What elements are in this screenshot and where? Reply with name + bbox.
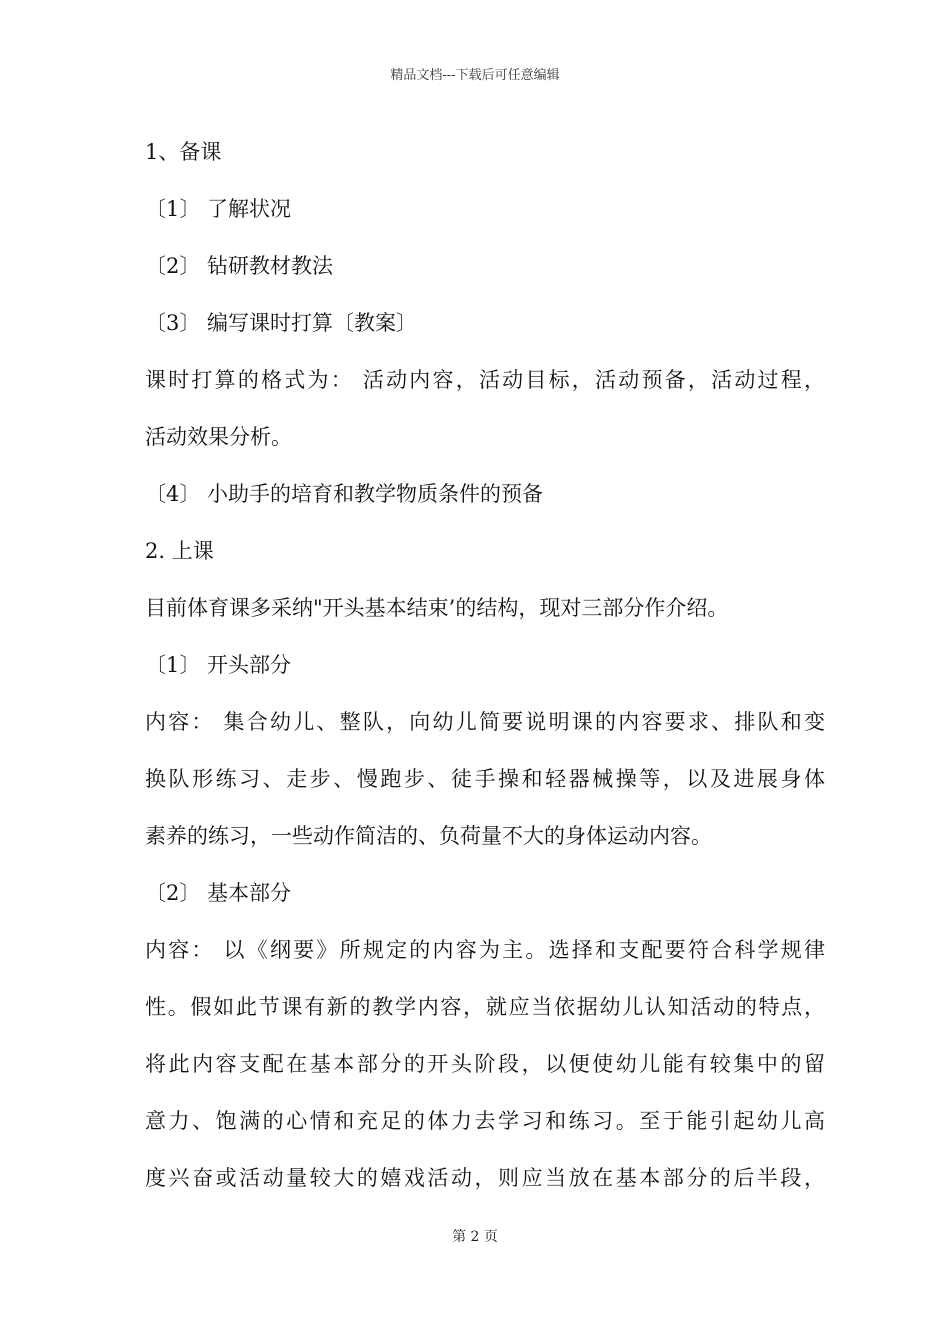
list-item: 〔2〕 基本部分 bbox=[145, 881, 292, 905]
list-item: 〔2〕 钻研教材教法 bbox=[145, 254, 334, 278]
paragraph-line: 意力、饱满的心情和充足的体力去学习和练习。至于能引起幼儿高 bbox=[145, 1109, 825, 1133]
section-heading-class: 2. 上课 bbox=[145, 539, 214, 563]
paragraph-line: 内容： 集合幼儿、整队，向幼儿简要说明课的内容要求、排队和变 bbox=[145, 710, 825, 734]
paragraph-line: 目前体育课多采纳"开头基本结束’的结构，现对三部分作介绍。 bbox=[145, 596, 729, 620]
paragraph-line: 活动效果分析。 bbox=[145, 425, 292, 449]
paragraph-line: 换队形练习、走步、慢跑步、徒手操和轻器械操等，以及进展身体 bbox=[145, 767, 825, 791]
page-header: 精品文档---下载后可任意编辑 bbox=[390, 68, 560, 83]
list-item: 〔3〕 编写课时打算〔教案〕 bbox=[145, 311, 418, 335]
page-number: 第 2 页 bbox=[452, 1229, 498, 1245]
list-item: 〔4〕 小助手的培育和教学物质条件的预备 bbox=[145, 482, 544, 506]
paragraph-line: 度兴奋或活动量较大的嬉戏活动，则应当放在基本部分的后半段， bbox=[145, 1166, 825, 1190]
list-item: 〔1〕 开头部分 bbox=[145, 653, 292, 677]
paragraph-line: 课时打算的格式为： 活动内容，活动目标，活动预备，活动过程， bbox=[145, 368, 825, 392]
paragraph-line: 素养的练习，一些动作简洁的、负荷量不大的身体运动内容。 bbox=[145, 824, 712, 848]
list-item: 〔1〕 了解状况 bbox=[145, 197, 292, 221]
paragraph-line: 将此内容支配在基本部分的开头阶段，以便使幼儿能有较集中的留 bbox=[145, 1052, 825, 1076]
paragraph-line: 内容： 以《纲要》所规定的内容为主。选择和支配要符合科学规律 bbox=[145, 938, 825, 962]
section-heading-prep: 1、备课 bbox=[145, 140, 222, 164]
paragraph-line: 性。假如此节课有新的教学内容，就应当依据幼儿认知活动的特点， bbox=[145, 995, 825, 1019]
